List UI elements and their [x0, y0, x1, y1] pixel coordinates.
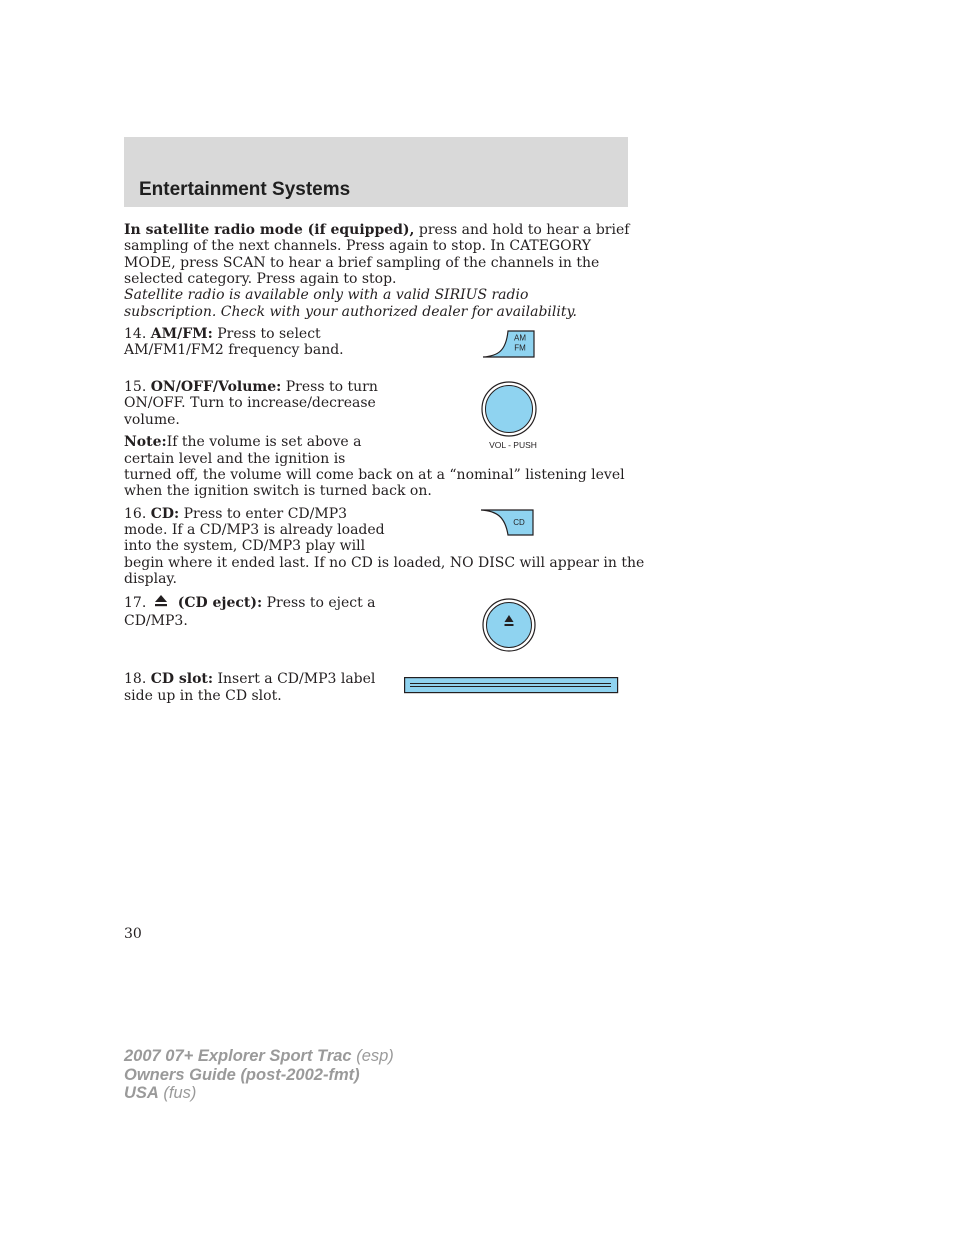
item15-note-line-2: certain level and the ignition is — [124, 451, 346, 467]
item17-line-1: 17. (CD eject): Press to eject a — [124, 595, 376, 611]
eject-inline-icon — [153, 595, 169, 608]
section-title: Entertainment Systems — [139, 179, 351, 200]
item15-note-line-3: turned off, the volume will come back on at a “nominal” listening level — [124, 467, 625, 483]
vol-push-label: VOL - PUSH — [489, 440, 537, 450]
item17-line-2: CD/MP3. — [124, 613, 188, 629]
cd-button-icon — [480, 508, 536, 538]
item16-line-4: begin where it ended last. If no CD is loaded, NO DISC will appear in the — [124, 555, 645, 571]
item15-line-3: volume. — [124, 412, 180, 428]
volume-knob-illustration — [480, 381, 546, 459]
footer-line-3: USA (fus) — [124, 1084, 197, 1102]
eject-button-illustration — [482, 598, 538, 656]
satellite-line-4: selected category. Press again to stop. — [124, 271, 397, 287]
am-label: AM — [514, 333, 526, 343]
item16-line-2: mode. If a CD/MP3 is already loaded — [124, 522, 385, 538]
item14-line-2: AM/FM1/FM2 frequency band. — [124, 342, 344, 358]
satellite-note-1: Satellite radio is available only with a valid SIRIUS radio — [124, 287, 529, 303]
item14-line-1: 14. AM/FM: Press to select — [124, 326, 321, 342]
cd-slot-illustration — [404, 677, 620, 699]
satellite-line-1: In satellite radio mode (if equipped), press and hold to hear a brief — [124, 222, 630, 238]
satellite-note-2: subscription. Check with your authorized dealer for availability. — [124, 304, 577, 320]
item15-note-line-4: when the ignition switch is turned back on. — [124, 483, 432, 499]
am-fm-button-icon — [482, 329, 536, 359]
item16-line-1: 16. CD: Press to enter CD/MP3 — [124, 506, 348, 522]
footer-line-2: Owners Guide (post-2002-fmt) — [124, 1065, 360, 1084]
item18-line-2: side up in the CD slot. — [124, 688, 282, 704]
cd-slot-icon — [404, 677, 620, 695]
item16-line-5: display. — [124, 571, 177, 587]
item16-line-3: into the system, CD/MP3 play will — [124, 538, 366, 554]
item15-note-line-1: Note:If the volume is set above a — [124, 434, 362, 450]
section-header-band — [124, 137, 628, 207]
item18-line-1: 18. CD slot: Insert a CD/MP3 label — [124, 671, 376, 687]
footer-line-1: 2007 07+ Explorer Sport Trac (esp) — [124, 1047, 394, 1065]
eject-button-icon — [482, 598, 538, 652]
fm-label: FM — [514, 343, 526, 353]
satellite-line-3: MODE, press SCAN to hear a brief sampling of the channels in the — [124, 255, 600, 271]
document-footer — [124, 1047, 394, 1103]
am-fm-button-illustration — [482, 329, 536, 363]
volume-knob-icon — [480, 381, 546, 455]
cd-button-illustration — [480, 508, 536, 542]
item15-line-2: ON/OFF. Turn to increase/decrease — [124, 395, 376, 411]
page-number: 30 — [124, 926, 142, 942]
satellite-line-2: sampling of the next channels. Press again to stop. In CATEGORY — [124, 238, 591, 254]
item15-line-1: 15. ON/OFF/Volume: Press to turn — [124, 379, 378, 395]
cd-label: CD — [513, 518, 525, 527]
